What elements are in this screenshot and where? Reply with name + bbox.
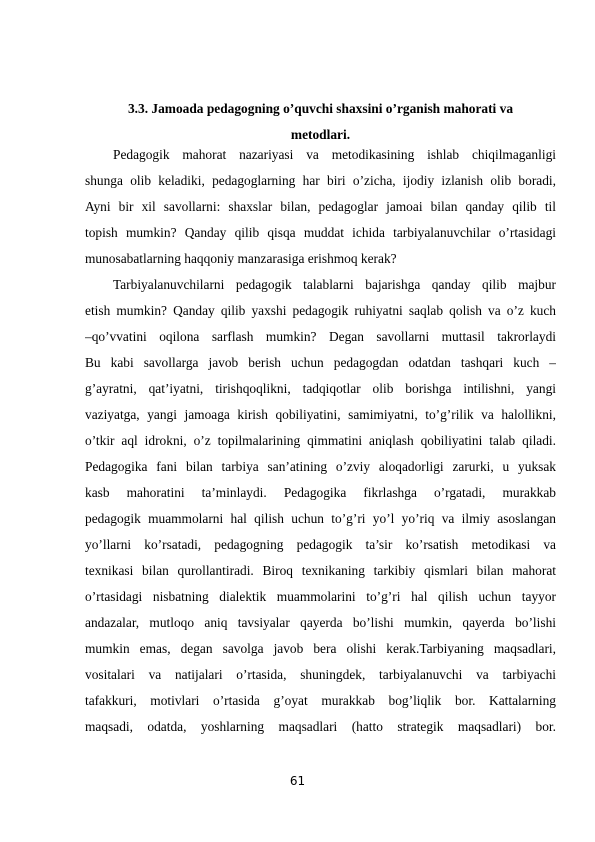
paragraph-2-line: etish mumkin? Qanday qilib yaxshi pedagogik ruhiyatni saqlab qolish va o’z kuch bbox=[85, 303, 556, 318]
paragraph-2-line: o’tkir aql idrokni, o’z topilmalarining qimmatini aniqlash qobiliyatini talab qiladi. bbox=[85, 433, 556, 448]
paragraph-2-line: vaziyatga, yangi jamoaga kirish qobiliyatini, samimiyatni, to’g’rilik va halollikni, bbox=[85, 407, 556, 422]
paragraph-2-line: texnikasi bilan qurollantiradi. Biroq texnikaning tarkibiy qismlari bilan mahorat bbox=[85, 563, 556, 578]
section-title-line-2: metodlari. bbox=[290, 127, 351, 142]
paragraph-2-line: vositalari va natijalari o’rtasida, shuningdek, tarbiyalanuvchi va tarbiyachi bbox=[85, 667, 556, 682]
paragraph-1-line: munosabatlarning haqqoniy manzarasiga erishmoq kerak? bbox=[85, 251, 397, 266]
paragraph-2-line: andazalar, mutloqo aniq tavsiyalar qayerda bo’lishi mumkin, qayerda bo’lishi bbox=[85, 615, 556, 630]
paragraph-2-line: mumkin emas, degan savolga javob bera olishi kerak.Tarbiyaning maqsadlari, bbox=[85, 641, 556, 656]
paragraph-2-line: o’rtasidagi nisbatning dialektik muammolarini to’g’ri hal qilish uchun tayyor bbox=[85, 589, 556, 604]
paragraph-2-line: tafakkuri, motivlari o’rtasida g’oyat murakkab bog’liqlik bor. Kattalarning bbox=[85, 693, 556, 708]
page-number: 61 bbox=[289, 774, 306, 788]
paragraph-1-line: Ayni bir xil savollarni: shaxslar bilan, pedagoglar jamoai bilan qanday qilib til bbox=[85, 199, 556, 214]
paragraph-2-line: Pedagogika fani bilan tarbiya san’atining o’zviy aloqadorligi zarurki, u yuksak bbox=[85, 459, 556, 474]
section-title-line-1: 3.3. Jamoada pedagogning o’quvchi shaxsini o’rganish mahorati va bbox=[127, 101, 514, 116]
paragraph-1-line: Pedagogik mahorat nazariyasi va metodikasining ishlab chiqilmaganligi bbox=[113, 147, 556, 162]
paragraph-2-line: –qo’vvatini oqilona sarflash mumkin? Degan savollarni muttasil takrorlaydi bbox=[85, 329, 556, 344]
paragraph-2-line: g’ayratni, qat’iyatni, tirishqoqlikni, tadqiqotlar olib borishga intilishni, yangi bbox=[85, 381, 556, 396]
body-text bbox=[85, 142, 556, 740]
paragraph-2-line: Tarbiyalanuvchilarni pedagogik talablarni bajarishga qanday qilib majbur bbox=[113, 277, 556, 292]
paragraph-2-line: Bu kabi savollarga javob berish uchun pedagogdan odatdan tashqari kuch – bbox=[85, 355, 556, 370]
paragraph-2-line: yo’llarni ko’rsatadi, pedagogning pedagogik ta’sir ko’rsatish metodikasi va bbox=[85, 537, 556, 552]
paragraph-2-line: kasb mahoratini ta’minlaydi. Pedagogika fikrlashga o’rgatadi, murakkab bbox=[85, 485, 556, 500]
section-title bbox=[85, 96, 556, 148]
paragraph-2-line: pedagogik muammolarni hal qilish uchun to’g’ri yo’l yo’riq va ilmiy asoslangan bbox=[85, 511, 556, 526]
paragraph-1-line: topish mumkin? Qanday qilib qisqa muddat ichida tarbiyalanuvchilar o’rtasidagi bbox=[85, 225, 556, 240]
paragraph-1-line: shunga olib keladiki, pedagoglarning har biri o’zicha, ijodiy izlanish olib boradi, bbox=[85, 173, 556, 188]
paragraph-2-line: maqsadi, odatda, yoshlarning maqsadlari (hatto strategik maqsadlari) bor. bbox=[85, 719, 556, 734]
